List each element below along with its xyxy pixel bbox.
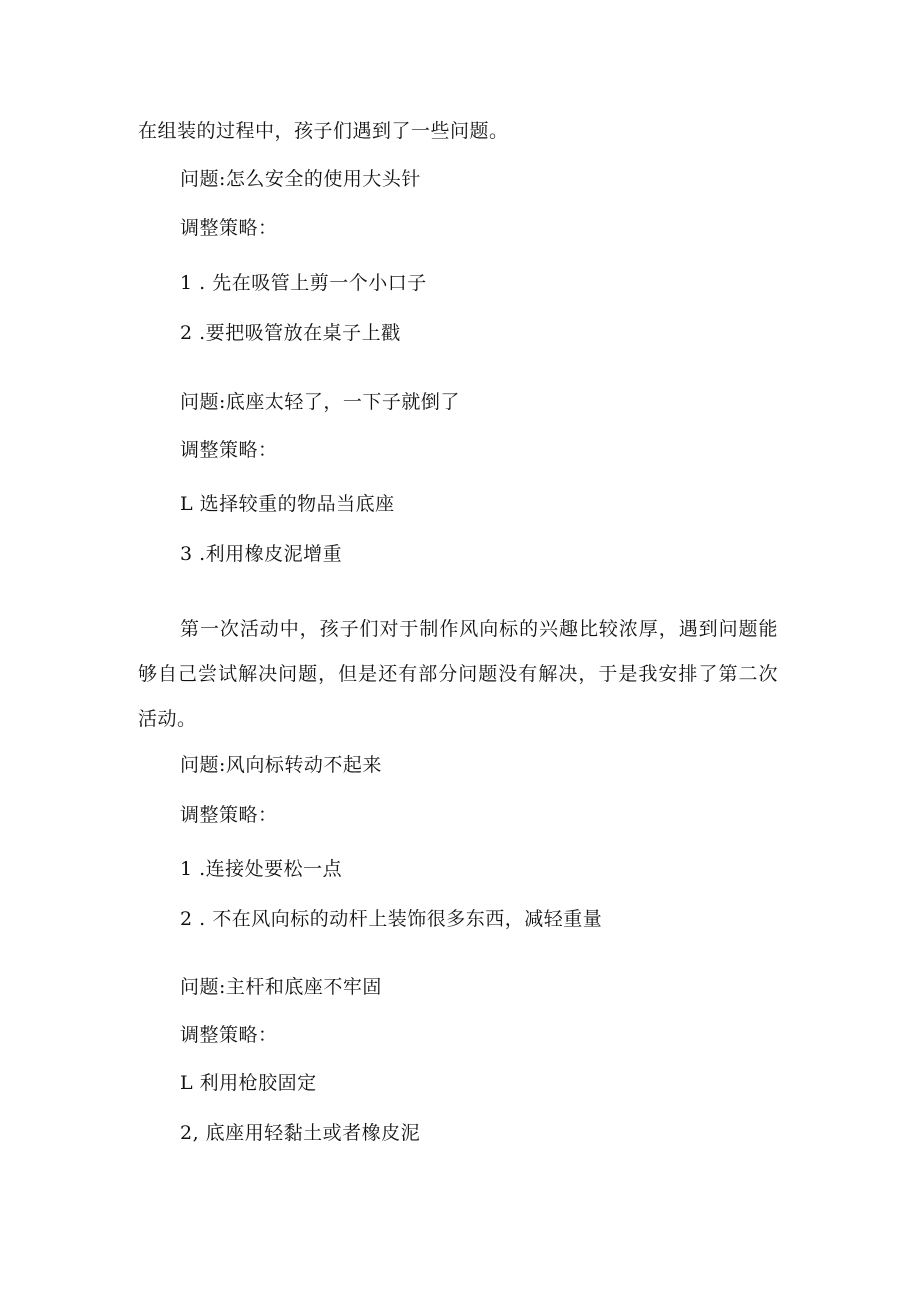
strategy-1-item-2: 2 .要把吸管放在桌子上戳 (180, 322, 401, 344)
intro-text: 在组装的过程中，孩子们遇到了一些问题。 (138, 120, 509, 142)
strategy-label-4: 调整策略： (180, 1024, 278, 1046)
problem-2: 问题:底座太轻了，一下子就倒了 (180, 391, 460, 413)
problem-4: 问题:主杆和底座不牢固 (180, 976, 382, 998)
strategy-3-item-2: 2 . 不在风向标的动杆上装饰很多东西，减轻重量 (180, 908, 603, 930)
problem-3: 问题:风向标转动不起来 (180, 754, 382, 776)
strategy-label-3: 调整策略： (180, 804, 278, 826)
strategy-label-1: 调整策略： (180, 217, 278, 239)
strategy-label-2: 调整策略： (180, 439, 278, 461)
summary-paragraph: 第一次活动中，孩子们对于制作风向标的兴趣比较浓厚，遇到问题能够自己尝试解决问题，但是还有部分问题没有解决，于是我安排了第二次活动。 (138, 618, 778, 730)
strategy-4-item-1: L 利用枪胶固定 (180, 1072, 317, 1094)
strategy-1-item-1: 1 . 先在吸管上剪一个小口子 (180, 272, 427, 294)
strategy-4-item-2: 2, 底座用轻黏土或者橡皮泥 (180, 1122, 421, 1144)
strategy-2-item-2: 3 .利用橡皮泥增重 (180, 543, 343, 565)
problem-1: 问题:怎么安全的使用大头针 (180, 168, 421, 190)
strategy-2-item-1: L 选择较重的物品当底座 (180, 493, 395, 515)
strategy-3-item-1: 1 .连接处要松一点 (180, 858, 343, 880)
